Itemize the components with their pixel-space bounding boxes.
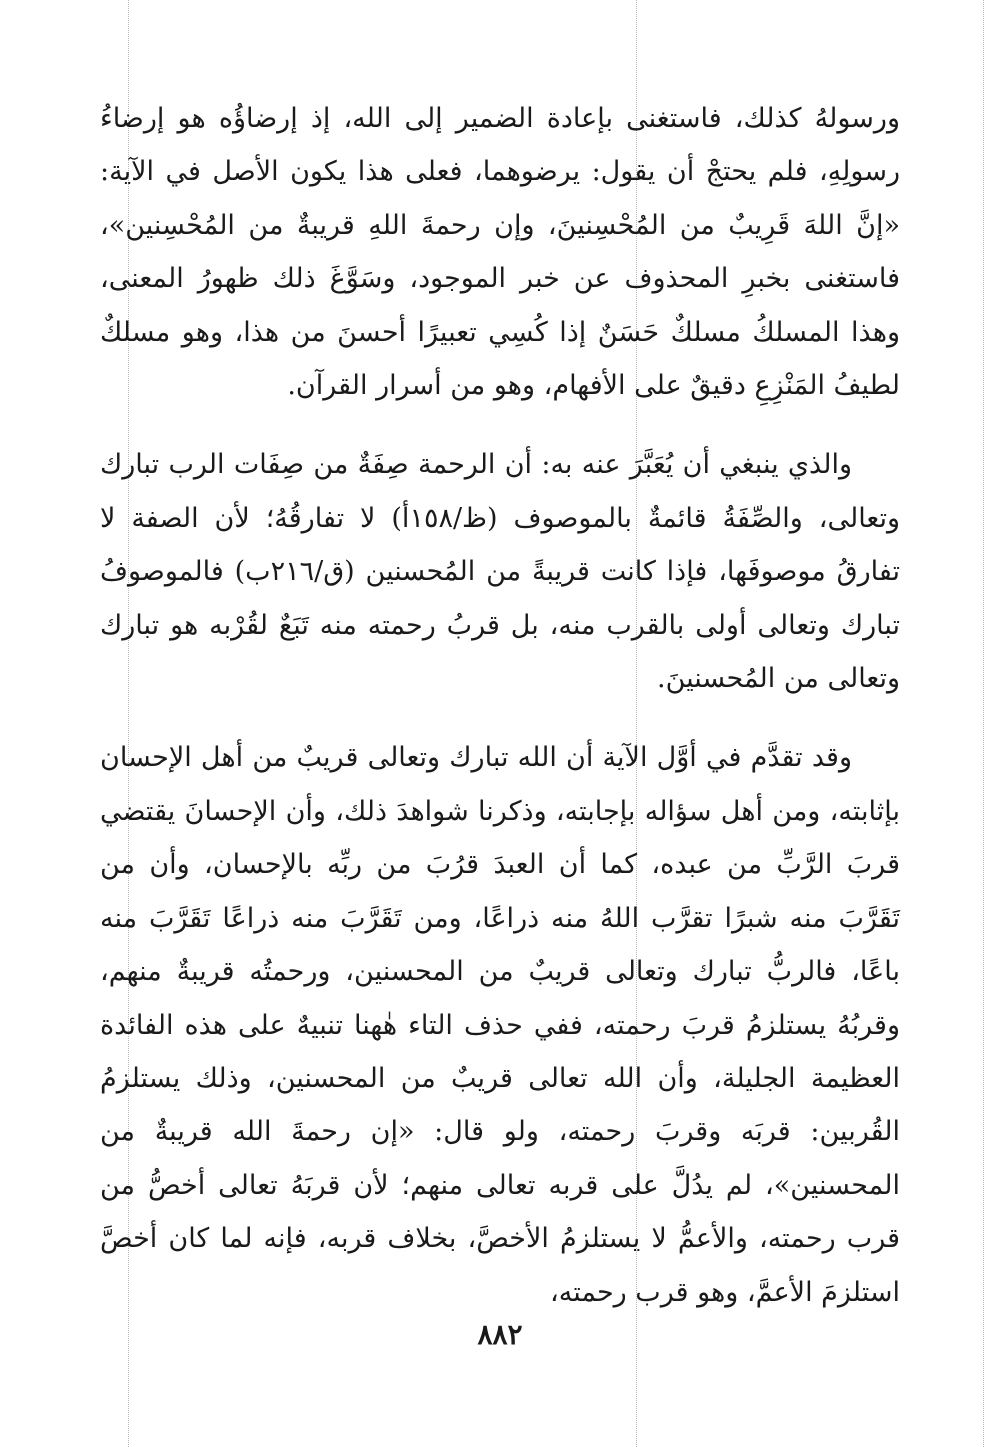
scan-guide-line	[983, 0, 984, 1447]
body-text	[100, 92, 900, 1319]
paragraph-3: وقد تقدَّم في أوَّل الآية أن الله تبارك وتعالى قريبٌ من أهل الإحسان بإثابته، ومن أهل سؤاله بإجابته، وذكرنا شواهدَ ذلك، وأن الإحسانَ يقتضي قربَ الرَّبِّ من عبده، كما أن العبدَ قرُبَ من ربِّه بالإحسان، وأن من تَقَرَّبَ منه شبرًا تقرَّب اللهُ منه ذراعًا، ومن تَقَرَّبَ منه ذراعًا تَقَرَّبَ منه باعًا، فالربُّ تبارك وتعالى قريبٌ من المحسنين، ورحمتُه قريبةٌ منهم، وقربُهُ يستلزمُ قربَ رحمته، ففي حذف التاء هٰهنا تنبيهٌ على هذه الفائدة العظيمة الجليلة، وأن الله تعالى قريبٌ من المحسنين، وذلك يستلزمُ القُربين: قربَه وقربَ رحمته، ولو قال: «إن رحمةَ الله قريبةٌ من المحسنين»، لم يدُلَّ على قربه تعالى منهم؛ لأن قربَهُ تعالى أخصُّ من قرب رحمته، والأعمُّ لا يستلزمُ الأخصَّ، بخلاف قربه، فإنه لما كان أخصَّ استلزمَ الأعمَّ، وهو قرب رحمته،	[100, 742, 900, 1308]
paragraph-2: والذي ينبغي أن يُعَبَّرَ عنه به: أن الرحمة صِفَةٌ من صِفَات الرب تبارك وتعالى، والصِّفَةُ قائمةٌ بالموصوف (ظ/١٥٨أ) لا تفارقُهُ؛ لأن الصفة لا تفارقُ موصوفَها، فإذا كانت قريبةً من المُحسنين (ق/٢١٦ب) فالموصوفُ تبارك وتعالى أولى بالقرب منه، بل قربُ رحمته منه تَبَعٌ لقُرْبه هو تبارك وتعالى من المُحسنينَ.	[100, 449, 901, 695]
page-number: ٨٨٢	[477, 1318, 523, 1351]
paragraph-1: ورسولهُ كذلك، فاستغنى بإعادة الضمير إلى الله، إذ إرضاؤُه هو إرضاءُ رسولِهِ، فلم يحتجْ أن يقول: يرضوهما، فعلى هذا يكون الأصل في الآية: «إنَّ اللهَ قَرِيبٌ من المُحْسِنينَ، وإن رحمةَ اللهِ قريبةٌ من المُحْسِنين»، فاستغنى بخبرِ المحذوف عن خبر الموجود، وسَوَّغَ ذلك ظهورُ المعنى، وهذا المسلكُ مسلكٌ حَسَنٌ إذا كُسِي تعبيرًا أحسنَ من هذا، وهو مسلكٌ لطيفُ المَنْزِعِ دقيقٌ على الأفهام، وهو من أسرار القرآن.	[100, 103, 900, 402]
